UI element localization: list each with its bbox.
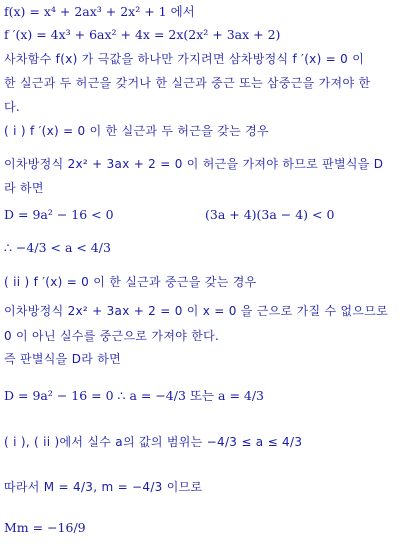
line-8: 라 하면 <box>4 181 44 195</box>
line-2: f ′(x) = 4x³ + 6ax² + 4x = 2x(2x² + 3ax + 2) <box>4 27 281 42</box>
line-5: 다. <box>4 100 21 114</box>
line-12: 이차방정식 2x² + 3ax + 2 = 0 이 x = 0 을 근으로 가질 수 없으므로 <box>4 304 389 318</box>
line-18: Mm = −16/9 <box>4 520 86 535</box>
line-7: 이차방정식 2x² + 3ax + 2 = 0 이 허근을 가져야 하므로 판별식을 D <box>4 157 384 171</box>
line-3: 사차함수 f(x) 가 극값을 하나만 가지려면 삼차방정식 f ′(x) = 0 이 <box>4 52 365 66</box>
line-13: 0 이 아닌 실수를 중근으로 가져야 한다. <box>4 329 220 343</box>
line-6: ( i ) f ′(x) = 0 이 한 실근과 두 허근을 갖는 경우 <box>4 124 269 138</box>
line-14: 즉 판별식을 D라 하면 <box>4 352 122 366</box>
line-10: ∴ −4/3 < a < 4/3 <box>4 240 111 255</box>
line-9b: (3a + 4)(3a − 4) < 0 <box>205 207 335 222</box>
line-17: 따라서 M = 4/3, m = −4/3 이므로 <box>4 480 203 494</box>
line-15: D = 9a² − 16 = 0 ∴ a = −4/3 또는 a = 4/3 <box>4 388 265 403</box>
line-16: ( i ), ( ii )에서 실수 a의 값의 범위는 −4/3 ≤ a ≤ 4/3 <box>4 435 303 449</box>
line-4: 한 실근과 두 허근을 갖거나 한 실근과 중근 또는 삼중근을 가져야 한 <box>4 76 371 90</box>
line-11: ( ii ) f ′(x) = 0 이 한 실근과 중근을 갖는 경우 <box>4 275 257 289</box>
line-9a: D = 9a² − 16 < 0 <box>4 207 114 222</box>
line-1: f(x) = x⁴ + 2ax³ + 2x² + 1 에서 <box>4 4 195 19</box>
